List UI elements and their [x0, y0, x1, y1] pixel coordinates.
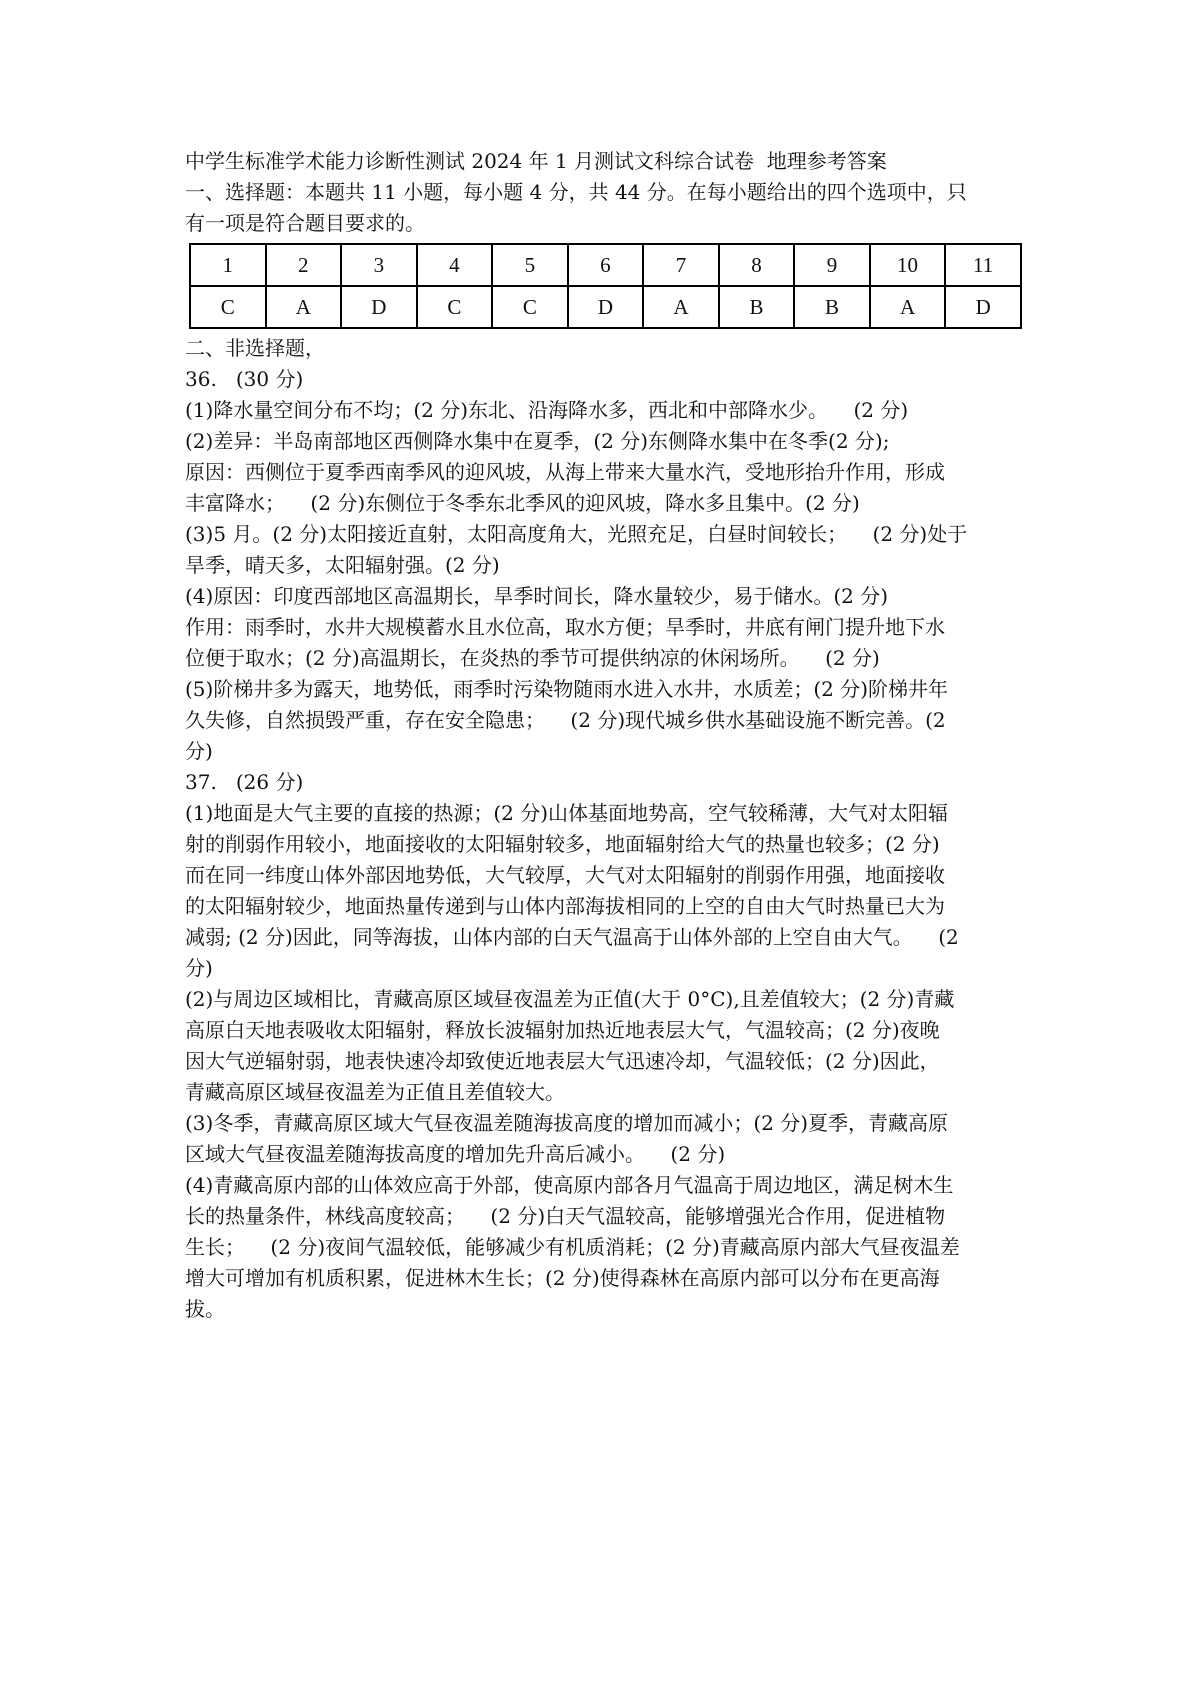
q36-header: 36. (30 分) — [185, 367, 304, 391]
answer-cell: D — [945, 286, 1021, 328]
answer-line: (4)原因：印度西部地区高温期长，旱季时间长，降水量较少，易于储水。(2 分) — [185, 584, 889, 608]
answer-cell: C — [492, 286, 568, 328]
question-number: 5 — [492, 244, 568, 286]
answer-line: 减弱; (2 分)因此，同等海拔，山体内部的白天气温高于山体外部的上空自由大气。 (2 — [185, 925, 959, 949]
answer-line: (2)与周边区域相比，青藏高原区域昼夜温差为正值(大于 0°C),且差值较大；(2 分)青藏 — [185, 987, 955, 1011]
answer-line: 原因：西侧位于夏季西南季风的迎风坡，从海上带来大量水汽，受地形抬升作用，形成 — [185, 460, 945, 484]
question-number: 3 — [341, 244, 417, 286]
answer-line: 高原白天地表吸收太阳辐射，释放长波辐射加热近地表层大气，气温较高；(2 分)夜晚 — [185, 1018, 940, 1042]
question-number: 4 — [417, 244, 493, 286]
answer-line: 分) — [185, 956, 213, 980]
answer-cell: B — [719, 286, 795, 328]
answer-cell: A — [643, 286, 719, 328]
question-number: 11 — [945, 244, 1021, 286]
question-number: 1 — [190, 244, 266, 286]
answer-line: 作用：雨季时，水井大规模蓄水且水位高，取水方便；旱季时，井底有闸门提升地下水 — [185, 615, 945, 639]
question-number: 2 — [266, 244, 342, 286]
answer-line: 分) — [185, 739, 213, 763]
answer-line: (1)地面是大气主要的直接的热源；(2 分)山体基面地势高，空气较稀薄，大气对太阳辐 — [185, 801, 949, 825]
question-number: 6 — [568, 244, 644, 286]
answer-line: (3)5 月。(2 分)太阳接近直射，太阳高度角大，光照充足，白昼时间较长； (2 分)处于 — [185, 522, 968, 546]
answer-cell: D — [568, 286, 644, 328]
answer-line: 生长； (2 分)夜间气温较低，能够减少有机质消耗；(2 分)青藏高原内部大气昼夜温差 — [185, 1235, 960, 1259]
q36-answer — [185, 395, 1030, 767]
section1-heading: 一、选择题：本题共 11 小题，每小题 4 分，共 44 分。在每小题给出的四个选项中，只 — [185, 180, 967, 204]
answer-line: 长的热量条件，林线高度较高； (2 分)白天气温较高，能够增强光合作用，促进植物 — [185, 1204, 946, 1228]
q37-header: 37. (26 分) — [185, 770, 304, 794]
question-number: 9 — [794, 244, 870, 286]
answer-line: 因大气逆辐射弱，地表快速冷却致使近地表层大气迅速冷却，气温较低；(2 分)因此， — [185, 1049, 940, 1073]
answer-cell: A — [870, 286, 946, 328]
answer-line: 久失修，自然损毁严重，存在安全隐患； (2 分)现代城乡供水基础设施不断完善。(2 — [185, 708, 946, 732]
answer-cell: A — [266, 286, 342, 328]
answer-line: (5)阶梯井多为露天，地势低，雨季时污染物随雨水进入水井，水质差；(2 分)阶梯井年 — [185, 677, 949, 701]
question-number: 8 — [719, 244, 795, 286]
answer-line: 拔。 — [185, 1297, 225, 1321]
answer-document — [185, 146, 1030, 1325]
answer-line: 区域大气昼夜温差随海拔高度的增加先升高后减小。 (2 分) — [185, 1142, 726, 1166]
answer-line: 的太阳辐射较少，地面热量传递到与山体内部海拔相同的上空的自由大气时热量已大为 — [185, 894, 945, 918]
question-number: 10 — [870, 244, 946, 286]
answer-line: 而在同一纬度山体外部因地势低，大气较厚，大气对太阳辐射的削弱作用强，地面接收 — [185, 863, 945, 887]
answer-cell: D — [341, 286, 417, 328]
q37-answer — [185, 798, 1030, 1325]
answer-line: 位便于取水；(2 分)高温期长，在炎热的季节可提供纳凉的休闲场所。 (2 分) — [185, 646, 880, 670]
answer-line: (1)降水量空间分布不均；(2 分)东北、沿海降水多，西北和中部降水少。 (2 分) — [185, 398, 909, 422]
answer-line: (3)冬季，青藏高原区域大气昼夜温差随海拔高度的增加而减小；(2 分)夏季，青藏高原 — [185, 1111, 949, 1135]
answer-cell: C — [190, 286, 266, 328]
document-title: 中学生标准学术能力诊断性测试 2024 年 1 月测试文科综合试卷 地理参考答案 — [185, 149, 887, 173]
answer-line: 青藏高原区域昼夜温差为正值且差值较大。 — [185, 1080, 565, 1104]
section2-heading: 二、非选择题， — [185, 336, 325, 360]
answer-row — [190, 286, 1021, 328]
answer-line: 射的削弱作用较小，地面接收的太阳辐射较多，地面辐射给大气的热量也较多；(2 分) — [185, 832, 940, 856]
answer-line: (2)差异：半岛南部地区西侧降水集中在夏季，(2 分)东侧降水集中在冬季(2 分); — [185, 429, 890, 453]
question-number-row — [190, 244, 1021, 286]
answer-line: 增大可增加有机质积累，促进林木生长；(2 分)使得森林在高原内部可以分布在更高海 — [185, 1266, 940, 1290]
question-number: 7 — [643, 244, 719, 286]
answer-cell: C — [417, 286, 493, 328]
answer-line: (4)青藏高原内部的山体效应高于外部，使高原内部各月气温高于周边地区，满足树木生 — [185, 1173, 954, 1197]
section1-heading-cont: 有一项是符合题目要求的。 — [185, 211, 425, 235]
answer-line: 丰富降水； (2 分)东侧位于冬季东北季风的迎风坡，降水多且集中。(2 分) — [185, 491, 860, 515]
answer-table — [189, 243, 1022, 329]
answer-line: 旱季，晴天多，太阳辐射强。(2 分) — [185, 553, 500, 577]
answer-cell: B — [794, 286, 870, 328]
